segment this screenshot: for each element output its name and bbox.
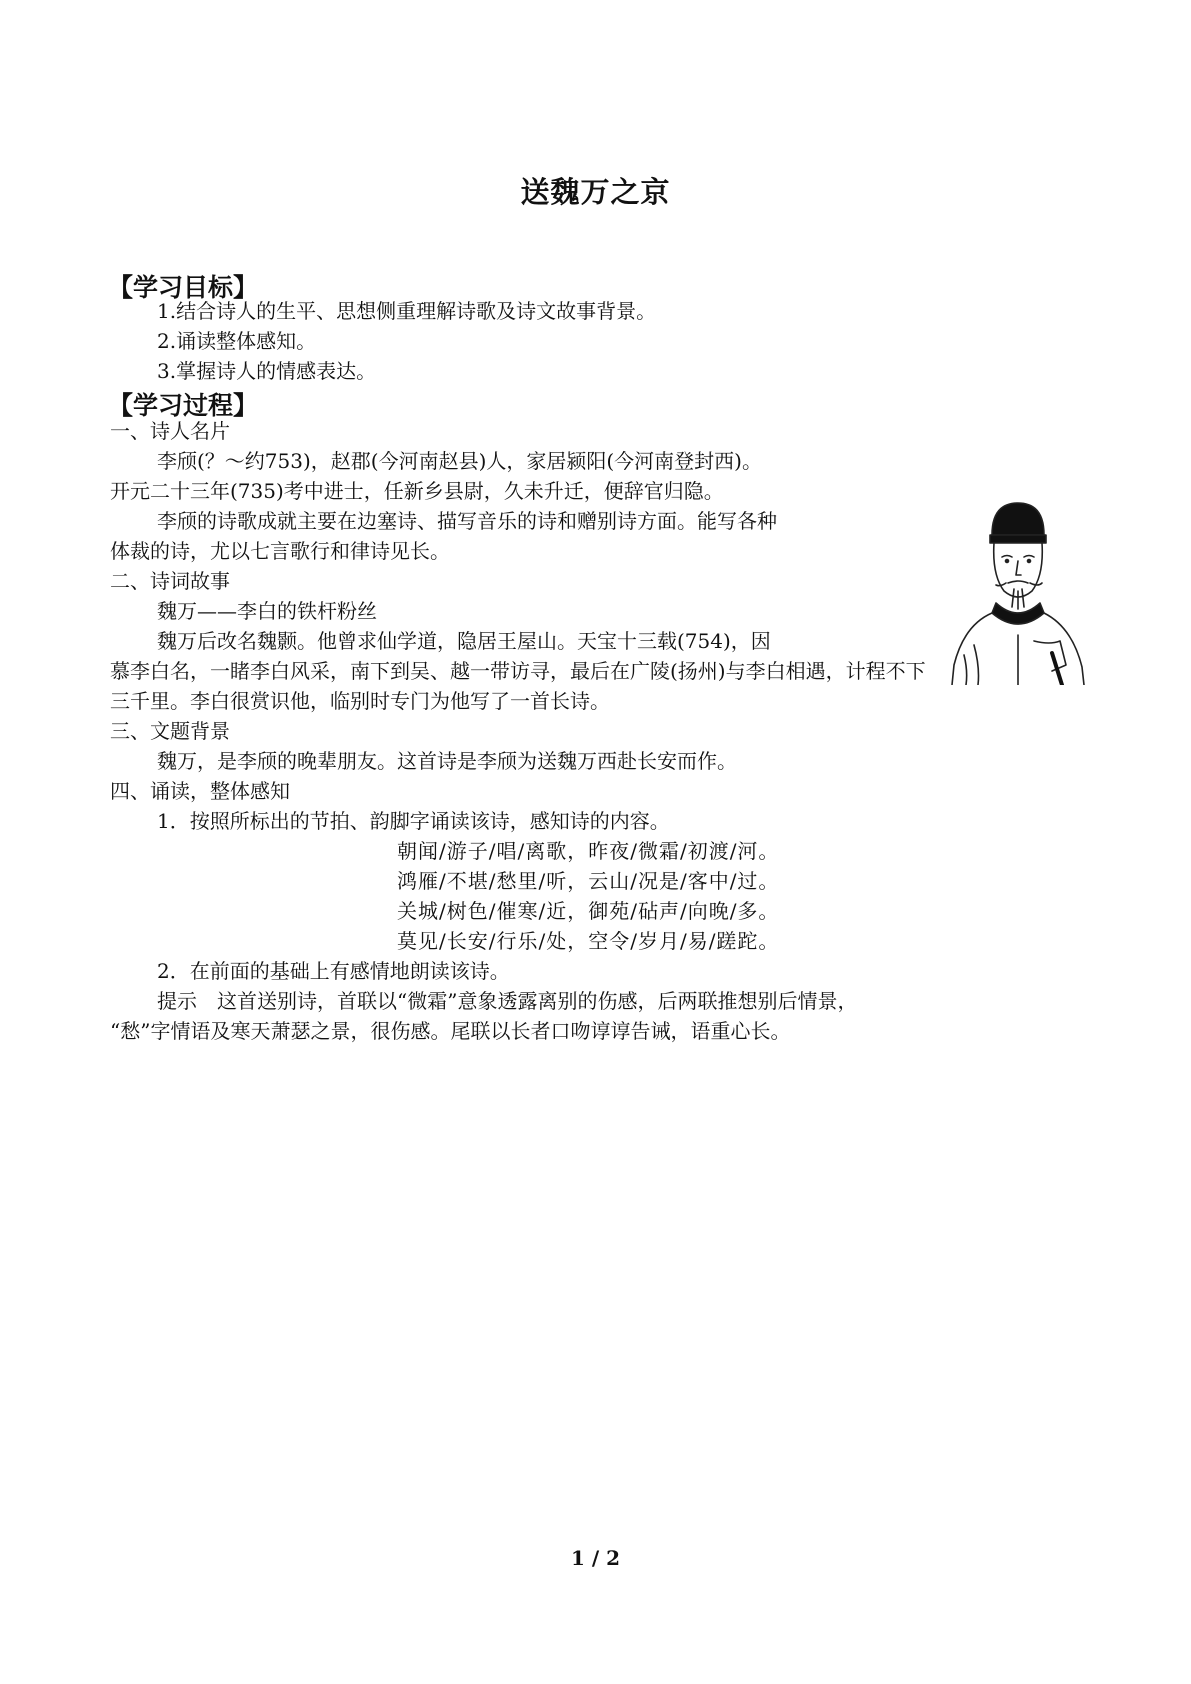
page-title: 送魏万之京 — [520, 175, 671, 209]
section-title: 四、诵读，整体感知 — [110, 779, 290, 803]
paragraph-line: 魏万后改名魏颢。他曾求仙学道，隐居王屋山。天宝十三载(754)，因 — [157, 629, 771, 653]
poem-line: 莫见/长安/行乐/处，空令/岁月/易/蹉跎。 — [397, 929, 780, 953]
poem-line: 鸿雁/不堪/愁里/听，云山/况是/客中/过。 — [397, 869, 780, 893]
page-number: 1 / 2 — [570, 1546, 621, 1570]
goal-item: 3.掌握诗人的情感表达。 — [157, 359, 377, 383]
goal-item: 2.诵读整体感知。 — [157, 329, 317, 353]
paragraph-line: 魏万，是李颀的晚辈朋友。这首诗是李颀为送魏万西赴长安而作。 — [157, 749, 737, 773]
process-heading: 【学习过程】 — [108, 391, 259, 420]
poet-portrait-icon — [934, 495, 1094, 685]
question-line: 2．在前面的基础上有感情地朗读该诗。 — [157, 959, 510, 983]
poem-line: 朝闻/游子/唱/离歌，昨夜/微霜/初渡/河。 — [397, 839, 780, 863]
paragraph-line: 慕李白名，一睹李白风采，南下到吴、越一带访寻，最后在广陵(扬州)与李白相遇，计程不下 — [110, 659, 926, 683]
section-title: 三、文题背景 — [110, 719, 230, 743]
paragraph-line: 李颀的诗歌成就主要在边塞诗、描写音乐的诗和赠别诗方面。能写各种 — [157, 509, 777, 533]
story-subtitle: 魏万——李白的铁杆粉丝 — [157, 599, 377, 623]
poem-line: 关城/树色/催寒/近，御苑/砧声/向晚/多。 — [397, 899, 780, 923]
goals-heading: 【学习目标】 — [108, 273, 259, 302]
section-title: 二、诗词故事 — [110, 569, 230, 593]
paragraph-line: 李颀(？～约753)，赵郡(今河南赵县)人，家居颍阳(今河南登封西)。 — [157, 449, 762, 473]
tip-line: 提示 这首送别诗，首联以“微霜”意象透露离别的伤感，后两联推想别后情景， — [157, 989, 858, 1013]
section-title: 一、诗人名片 — [110, 419, 230, 443]
paragraph-line: 体裁的诗，尤以七言歌行和律诗见长。 — [110, 539, 450, 563]
paragraph-line: 开元二十三年(735)考中进士，任新乡县尉，久未升迁，便辞官归隐。 — [110, 479, 724, 503]
tip-line: “愁”字情语及寒天萧瑟之景，很伤感。尾联以长者口吻谆谆告诫，语重心长。 — [110, 1019, 791, 1043]
paragraph-line: 三千里。李白很赏识他，临别时专门为他写了一首长诗。 — [110, 689, 610, 713]
goal-item: 1.结合诗人的生平、思想侧重理解诗歌及诗文故事背景。 — [157, 299, 657, 323]
question-line: 1．按照所标出的节拍、韵脚字诵读该诗，感知诗的内容。 — [157, 809, 670, 833]
